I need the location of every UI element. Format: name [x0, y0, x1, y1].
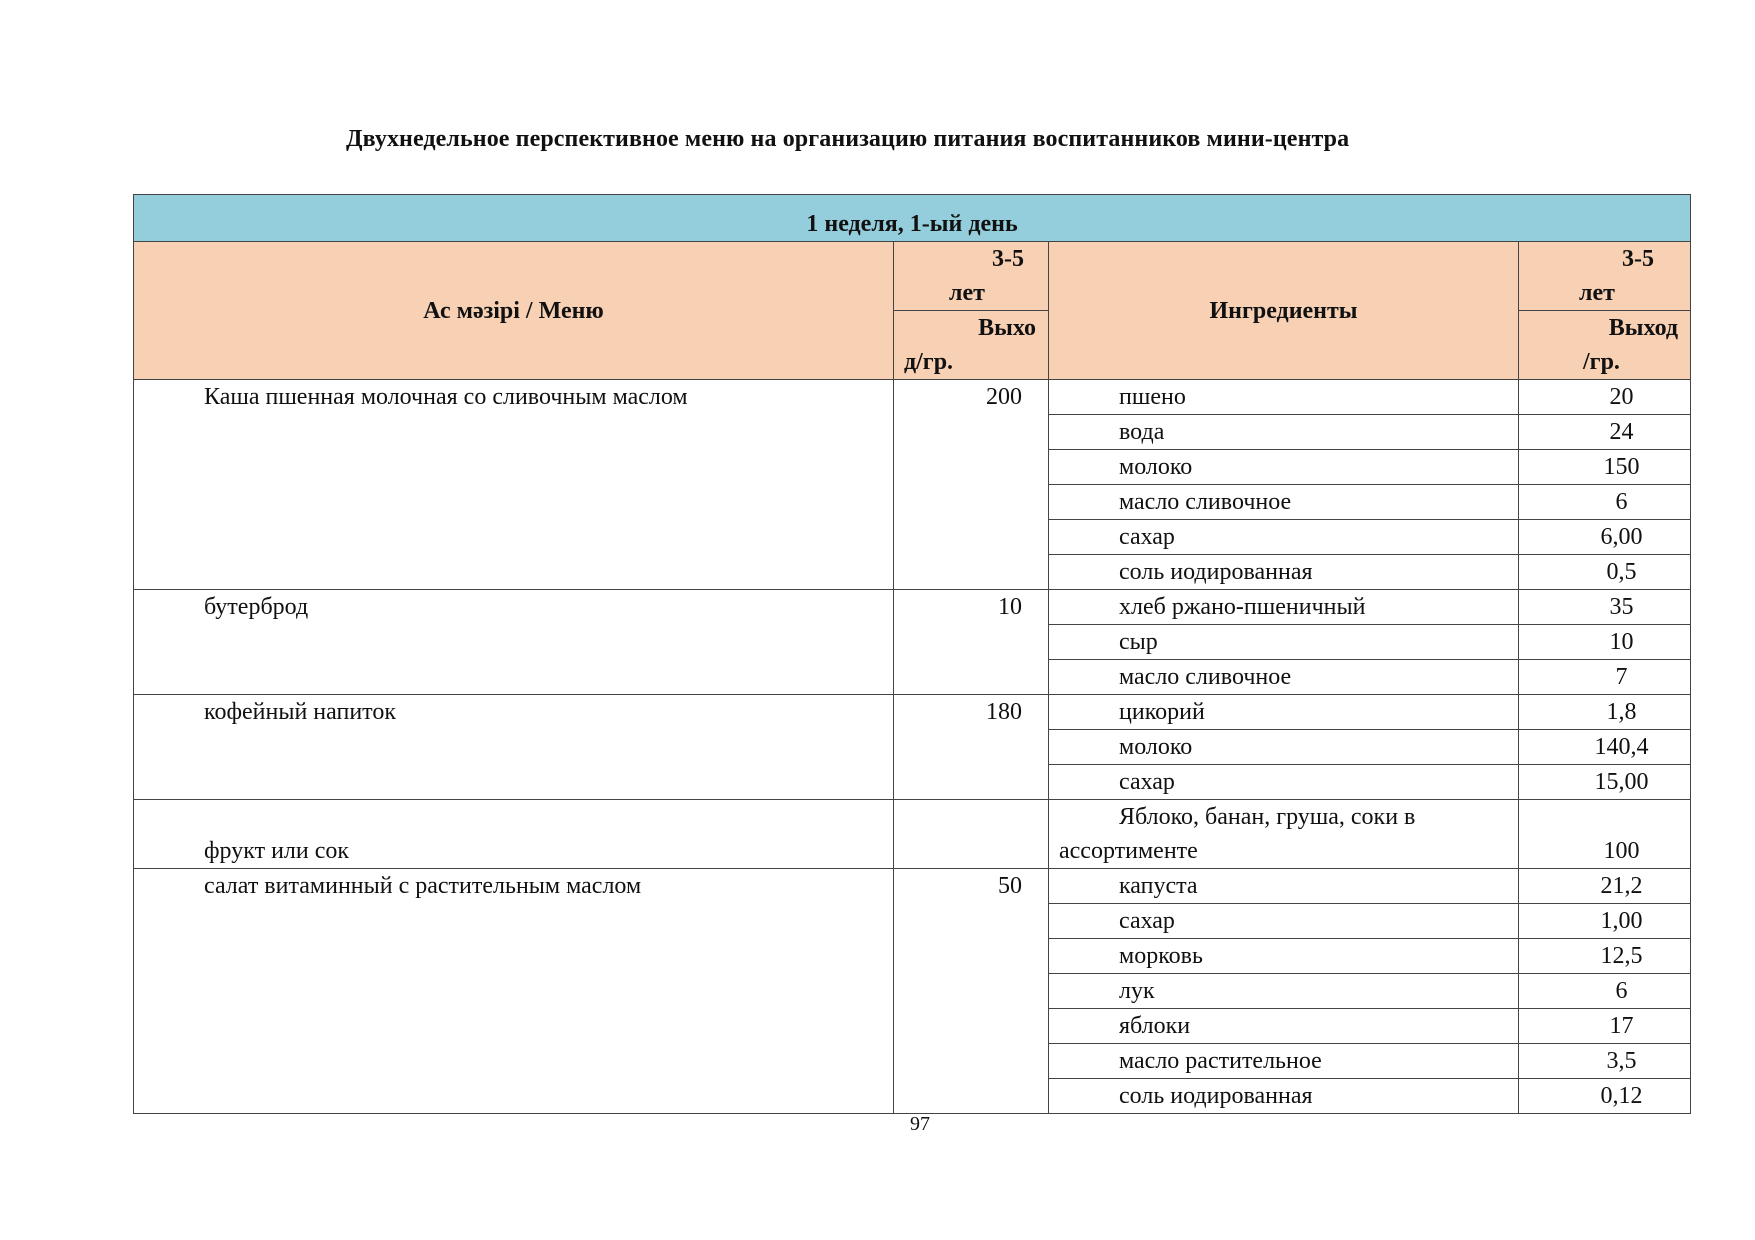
week-day-header: 1 неделя, 1-ый день — [134, 195, 1691, 242]
ingredient-amount: 0,5 — [1519, 555, 1691, 590]
ingredient-name: сыр — [1049, 625, 1519, 660]
ingredient-amount: 7 — [1519, 660, 1691, 695]
header-row-1 — [134, 242, 1691, 311]
page-number: 97 — [910, 1113, 930, 1135]
ingredient-amount: 24 — [1519, 415, 1691, 450]
age-group-range-right: 3-5 — [1622, 246, 1655, 272]
ingredient-name: вода — [1049, 415, 1519, 450]
ingredient-amount: 1,8 — [1519, 695, 1691, 730]
dish-yield-header — [894, 311, 1049, 380]
dish-name: кофейный напиток — [134, 695, 894, 800]
ingredient-name: сахар — [1049, 520, 1519, 555]
ingredient-amount: 10 — [1519, 625, 1691, 660]
ingredient-name: Яблоко, банан, груша, соки в ассортименте — [1049, 800, 1519, 869]
dish-name: салат витаминный с растительным маслом — [134, 869, 894, 1114]
ingredient-yield-header-line2: /гр. — [1583, 349, 1620, 375]
ingredient-name: капуста — [1049, 869, 1519, 904]
age-group-header — [894, 242, 1049, 311]
ingredients-column-header: Ингредиенты — [1049, 242, 1519, 380]
dish-yield — [894, 800, 1049, 869]
week-day-row — [134, 195, 1691, 242]
table-row — [134, 695, 1691, 730]
ingredient-name: пшено — [1049, 380, 1519, 415]
table-row — [134, 800, 1691, 869]
table-row — [134, 590, 1691, 625]
age-group-unit: лет — [949, 280, 985, 306]
ingredient-amount: 17 — [1519, 1009, 1691, 1044]
ingredient-amount: 140,4 — [1519, 730, 1691, 765]
ingredient-name: цикорий — [1049, 695, 1519, 730]
ingredient-name: соль иодированная — [1049, 1079, 1519, 1114]
menu-table-body — [134, 195, 1691, 1114]
ingredient-amount: 150 — [1519, 450, 1691, 485]
ingredient-amount: 3,5 — [1519, 1044, 1691, 1079]
ingredient-name: лук — [1049, 974, 1519, 1009]
ingredient-amount: 15,00 — [1519, 765, 1691, 800]
ingredient-name: хлеб ржано-пшеничный — [1049, 590, 1519, 625]
table-row — [134, 380, 1691, 415]
dish-yield: 10 — [894, 590, 1049, 695]
ingredient-yield-header — [1519, 311, 1691, 380]
dish-yield-header-line1: Выхо — [978, 315, 1036, 341]
ingredient-name: соль иодированная — [1049, 555, 1519, 590]
ingredient-name: сахар — [1049, 904, 1519, 939]
dish-name: бутерброд — [134, 590, 894, 695]
ingredient-amount: 35 — [1519, 590, 1691, 625]
ingredient-name: сахар — [1049, 765, 1519, 800]
dish-yield: 200 — [894, 380, 1049, 590]
ingredient-amount: 20 — [1519, 380, 1691, 415]
ingredient-amount: 6 — [1519, 974, 1691, 1009]
ingredient-amount: 100 — [1519, 800, 1691, 869]
table-row — [134, 869, 1691, 904]
age-group-header-right — [1519, 242, 1691, 311]
ingredient-name: яблоки — [1049, 1009, 1519, 1044]
ingredient-name: молоко — [1049, 730, 1519, 765]
ingredient-name: масло растительное — [1049, 1044, 1519, 1079]
ingredient-amount: 12,5 — [1519, 939, 1691, 974]
ingredient-name: масло сливочное — [1049, 485, 1519, 520]
ingredient-yield-header-line1: Выход — [1608, 315, 1679, 341]
ingredient-name: молоко — [1049, 450, 1519, 485]
ingredient-name: морковь — [1049, 939, 1519, 974]
ingredient-amount: 0,12 — [1519, 1079, 1691, 1114]
document-title: Двухнедельное перспективное меню на организацию питания воспитанников мини-центра — [346, 126, 1350, 152]
dish-name: фрукт или сок — [134, 800, 894, 869]
ingredient-amount: 6,00 — [1519, 520, 1691, 555]
menu-table — [133, 194, 1691, 1114]
dish-yield: 180 — [894, 695, 1049, 800]
dish-name: Каша пшенная молочная со сливочным маслом — [134, 380, 894, 590]
dish-yield: 50 — [894, 869, 1049, 1114]
age-group-range: 3-5 — [992, 246, 1024, 272]
ingredient-amount: 6 — [1519, 485, 1691, 520]
ingredient-amount: 21,2 — [1519, 869, 1691, 904]
age-group-unit-right: лет — [1579, 280, 1615, 306]
dish-yield-header-line2: д/гр. — [904, 349, 954, 375]
ingredient-amount: 1,00 — [1519, 904, 1691, 939]
ingredient-name: масло сливочное — [1049, 660, 1519, 695]
menu-column-header: Ас мәзірі / Меню — [134, 242, 894, 380]
